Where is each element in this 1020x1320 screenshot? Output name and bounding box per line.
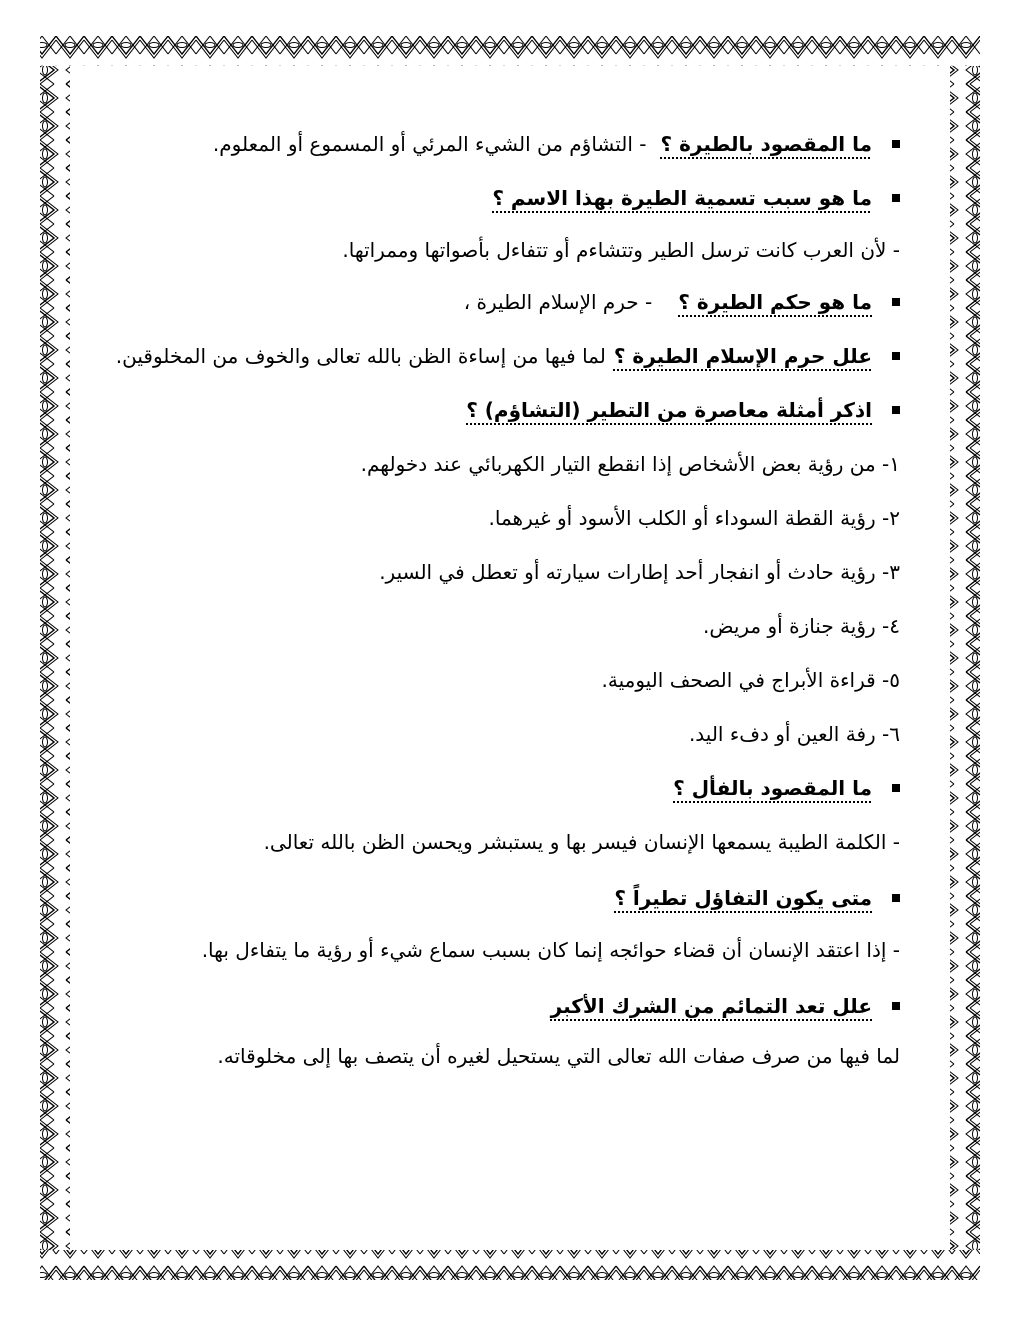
question: علل تعد التمائم من الشرك الأكبر	[550, 994, 872, 1018]
bullet-icon	[892, 140, 900, 148]
bullet-icon	[892, 894, 900, 902]
answer: - التشاؤم من الشيء المرئي أو المسموع أو المعلوم.	[212, 132, 647, 156]
question: ما المقصود بالطيرة ؟	[660, 132, 872, 156]
qa-line	[213, 128, 900, 160]
bullet-icon	[892, 406, 900, 414]
answer-line: لما فيها من صرف صفات الله تعالى التي يستحيل لغيره أن يتصف بها إلى مخلوقاته.	[217, 1044, 900, 1068]
list-item: ٦- رفة العين أو دفء اليد.	[688, 722, 900, 746]
question: ما هو سبب تسمية الطيرة بهذا الاسم ؟	[492, 186, 872, 210]
answer: - حرم الإسلام الطيرة ،	[463, 290, 653, 314]
answer-line: - إذا اعتقد الإنسان أن قضاء حوائجه إنما كان بسبب سماع شيء أو رؤية ما يتفاءل بها.	[201, 938, 900, 962]
question-line	[492, 182, 900, 214]
list-item: ٣- رؤية حادث أو انفجار أحد إطارات سيارته أو تعطل في السير.	[379, 560, 900, 584]
answer: لما فيها من إساءة الظن بالله تعالى والخوف من المخلوقين.	[115, 344, 606, 368]
list-item: ١- من رؤية بعض الأشخاص إذا انقطع التيار الكهربائي عند دخولهم.	[360, 452, 900, 476]
question: اذكر أمثلة معاصرة من التطير (التشاؤم) ؟	[466, 398, 872, 422]
answer-line: - لأن العرب كانت ترسل الطير وتتشاءم أو تتفاءل بأصواتها وممراتها.	[342, 238, 900, 262]
bullet-icon	[892, 194, 900, 202]
bullet-icon	[892, 352, 900, 360]
question: ما المقصود بالفأل ؟	[673, 776, 872, 800]
question: علل حرم الإسلام الطيرة ؟	[613, 344, 872, 368]
answer-line: - الكلمة الطيبة يسمعها الإنسان فيسر بها و يستبشر ويحسن الظن بالله تعالى.	[263, 830, 900, 854]
qa-line	[464, 286, 900, 318]
list-item: ٥- قراءة الأبراج في الصحف اليومية.	[601, 668, 900, 692]
bullet-icon	[892, 784, 900, 792]
list-item: ٤- رؤية جنازة أو مريض.	[702, 614, 900, 638]
question-line	[551, 990, 900, 1022]
bullet-icon	[892, 1002, 900, 1010]
list-item: ٢- رؤية القطة السوداء أو الكلب الأسود أو غيرهما.	[488, 506, 900, 530]
question: متى يكون التفاؤل تطيراً ؟	[614, 886, 872, 910]
qa-line	[116, 340, 900, 372]
question-line	[466, 394, 900, 426]
bullet-icon	[892, 298, 900, 306]
question-line	[673, 772, 900, 804]
question-line	[614, 882, 900, 914]
question: ما هو حكم الطيرة ؟	[678, 290, 872, 314]
